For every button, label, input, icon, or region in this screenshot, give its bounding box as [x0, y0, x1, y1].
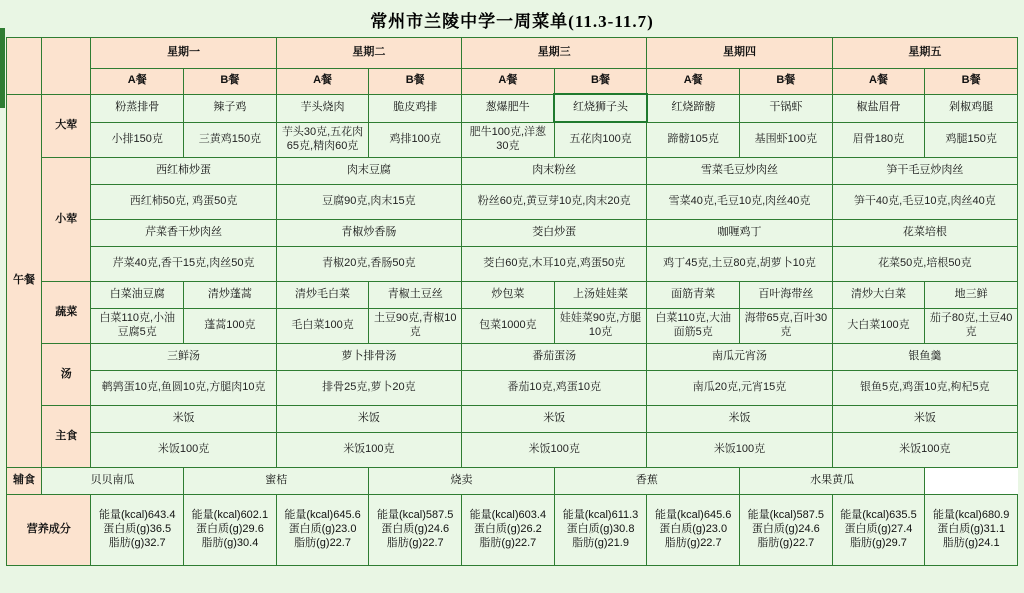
main-dish-5: 葱爆肥牛 — [462, 94, 555, 122]
main-dish-4: 脆皮鸡排 — [369, 94, 462, 122]
main-dish-6-highlighted[interactable]: 红烧狮子头 — [554, 94, 647, 122]
vegetable-1: 白菜油豆腐 — [91, 282, 184, 309]
nutrition-energy-value-9: 635.5 — [889, 509, 917, 522]
staple-5: 米饭 — [832, 406, 1017, 433]
left-accent-bar — [0, 28, 5, 108]
vegetable-6: 上汤娃娃菜 — [554, 282, 647, 309]
section-label-vegetable: 蔬菜 — [42, 282, 91, 344]
vegetable-7: 面筋青菜 — [647, 282, 740, 309]
nutrition-protein-value-3: 23.0 — [335, 523, 357, 536]
small-dish-gram-r2-2: 青椒20克,香肠50克 — [276, 247, 461, 282]
nutrition-cell-5 — [462, 495, 555, 566]
row-small-dish-grams-2 — [7, 247, 1018, 282]
row-small-dish-names-2 — [7, 220, 1018, 247]
nutrition-cell-6 — [554, 495, 647, 566]
nutrition-protein-label-1: 蛋白质(g) — [103, 523, 150, 536]
small-dish-r1-2: 肉末豆腐 — [276, 158, 461, 185]
header-day-3: 星期三 — [462, 38, 647, 69]
main-dish-gram-10: 鸡腿150克 — [925, 122, 1018, 158]
soup-1: 三鲜汤 — [91, 344, 276, 371]
header-meal-b-3: B餐 — [554, 69, 647, 95]
vegetable-10: 地三鲜 — [925, 282, 1018, 309]
vegetable-gram-2: 蓬蒿100克 — [184, 309, 277, 344]
header-meal-a-3: A餐 — [462, 69, 555, 95]
vegetable-4: 青椒土豆丝 — [369, 282, 462, 309]
staple-4: 米饭 — [647, 406, 832, 433]
nutrition-protein-value-5: 26.2 — [520, 523, 542, 536]
small-dish-r1-3: 肉末粉丝 — [462, 158, 647, 185]
nutrition-fat-value-10: 24.1 — [978, 536, 1000, 549]
nutrition-fat-label-9: 脂肪(g) — [850, 536, 886, 549]
table-header-days — [7, 38, 1018, 69]
row-vegetable-grams — [7, 309, 1018, 344]
side-1: 贝贝南瓜 — [42, 468, 184, 495]
nutrition-fat-value-7: 22.7 — [700, 536, 722, 549]
header-meal-a-5: A餐 — [832, 69, 925, 95]
side-2: 蜜桔 — [184, 468, 369, 495]
main-dish-2: 辣子鸡 — [184, 94, 277, 122]
soup-5: 银鱼羹 — [832, 344, 1017, 371]
main-dish-gram-8: 基围虾100克 — [740, 122, 833, 158]
header-day-5: 星期五 — [832, 38, 1017, 69]
row-main-dish-grams — [7, 122, 1018, 158]
main-dish-gram-9: 眉骨180克 — [832, 122, 925, 158]
header-meal-b-5: B餐 — [925, 69, 1018, 95]
small-dish-r2-1: 芹菜香干炒肉丝 — [91, 220, 276, 247]
header-day-1: 星期一 — [91, 38, 276, 69]
header-meal-b-2: B餐 — [369, 69, 462, 95]
nutrition-fat-label-4: 脂肪(g) — [386, 536, 423, 549]
nutrition-cell-3 — [276, 495, 369, 566]
vegetable-gram-7: 白菜110克,大油面筋5克 — [647, 309, 740, 344]
small-dish-r1-1: 西红柿炒蛋 — [91, 158, 276, 185]
staple-gram-4: 米饭100克 — [647, 433, 832, 468]
main-dish-7: 红烧蹄髈 — [647, 94, 740, 122]
nutrition-protein-label-8: 蛋白质(g) — [751, 523, 799, 536]
small-dish-gram-r2-3: 茭白60克,木耳10克,鸡蛋50克 — [462, 247, 647, 282]
nutrition-energy-value-10: 680.9 — [981, 509, 1010, 522]
nutrition-fat-value-2: 30.4 — [236, 536, 259, 549]
small-dish-gram-r2-4: 鸡丁45克,土豆80克,胡萝卜10克 — [647, 247, 832, 282]
small-dish-gram-r1-5: 笋干40克,毛豆10克,肉丝40克 — [832, 185, 1017, 220]
vegetable-gram-6: 娃娃菜90克,方腿10克 — [554, 309, 647, 344]
small-dish-gram-r2-5: 花菜50克,培根50克 — [832, 247, 1017, 282]
vegetable-gram-9: 大白菜100克 — [832, 309, 925, 344]
nutrition-energy-value-4: 587.5 — [425, 509, 454, 522]
header-meal-b-1: B餐 — [184, 69, 277, 95]
small-dish-r2-5: 花菜培根 — [832, 220, 1017, 247]
nutrition-protein-value-4: 24.6 — [427, 523, 450, 536]
side-3: 烧卖 — [369, 468, 554, 495]
small-dish-r2-3: 茭白炒蛋 — [462, 220, 647, 247]
nutrition-energy-label-5: 能量(kcal) — [469, 509, 519, 522]
row-soup-names — [7, 344, 1018, 371]
nutrition-fat-value-8: 22.7 — [792, 536, 815, 549]
row-soup-grams — [7, 371, 1018, 406]
nutrition-protein-value-8: 24.6 — [798, 523, 820, 536]
nutrition-cell-8 — [740, 495, 833, 566]
soup-4: 南瓜元宵汤 — [647, 344, 832, 371]
nutrition-protein-label-4: 蛋白质(g) — [381, 523, 428, 536]
nutrition-energy-value-7: 645.6 — [703, 509, 732, 522]
corner-cell-1 — [7, 38, 42, 95]
row-small-dish-grams-1 — [7, 185, 1018, 220]
staple-2: 米饭 — [276, 406, 461, 433]
vegetable-gram-8: 海带65克,百叶30克 — [740, 309, 833, 344]
nutrition-energy-value-1: 643.4 — [147, 509, 176, 522]
staple-gram-1: 米饭100克 — [91, 433, 276, 468]
small-dish-gram-r2-1: 芹菜40克,香干15克,肉丝50克 — [91, 247, 276, 282]
main-dish-gram-2: 三黄鸡150克 — [184, 122, 277, 158]
row-small-dish-names-1 — [7, 158, 1018, 185]
staple-gram-5: 米饭100克 — [832, 433, 1017, 468]
nutrition-protein-value-7: 23.0 — [705, 523, 728, 536]
nutrition-fat-label-6: 脂肪(g) — [572, 536, 608, 549]
main-dish-3: 芋头烧肉 — [276, 94, 369, 122]
row-main-dish-names — [7, 94, 1018, 122]
nutrition-energy-value-2: 602.1 — [240, 509, 269, 522]
row-staple-names — [7, 406, 1018, 433]
nutrition-energy-label-7: 能量(kcal) — [654, 509, 704, 522]
nutrition-protein-label-2: 蛋白质(g) — [195, 523, 243, 536]
section-label-lunch: 午餐 — [7, 94, 42, 468]
nutrition-protein-label-7: 蛋白质(g) — [659, 523, 706, 536]
small-dish-gram-r1-4: 雪菜40克,毛豆10克,肉丝40克 — [647, 185, 832, 220]
side-5: 水果黄瓜 — [740, 468, 925, 495]
nutrition-fat-value-6: 21.9 — [607, 536, 629, 549]
main-dish-gram-4: 鸡排100克 — [369, 122, 462, 158]
nutrition-energy-value-5: 603.4 — [518, 509, 547, 522]
header-meal-b-4: B餐 — [740, 69, 833, 95]
section-label-small-dish: 小荤 — [42, 158, 91, 282]
vegetable-gram-5: 包菜1000克 — [462, 309, 555, 344]
small-dish-r2-4: 咖喱鸡丁 — [647, 220, 832, 247]
nutrition-fat-value-5: 22.7 — [514, 536, 537, 549]
nutrition-fat-label-1: 脂肪(g) — [108, 536, 145, 549]
header-day-4: 星期四 — [647, 38, 832, 69]
nutrition-cell-9 — [832, 495, 925, 566]
soup-gram-5: 银鱼5克,鸡蛋10克,枸杞5克 — [832, 371, 1017, 406]
vegetable-2: 清炒蓬蒿 — [184, 282, 277, 309]
staple-gram-3: 米饭100克 — [462, 433, 647, 468]
section-label-nutrition: 营养成分 — [7, 495, 91, 566]
main-dish-gram-7: 蹄髈105克 — [647, 122, 740, 158]
main-dish-9: 椒盐眉骨 — [832, 94, 925, 122]
small-dish-gram-r1-3: 粉丝60克,黄豆芽10克,肉末20克 — [462, 185, 647, 220]
soup-gram-3: 番茄10克,鸡蛋10克 — [462, 371, 647, 406]
nutrition-protein-label-10: 蛋白质(g) — [937, 523, 984, 536]
nutrition-fat-label-5: 脂肪(g) — [479, 536, 515, 549]
nutrition-fat-label-10: 脂肪(g) — [942, 536, 979, 549]
nutrition-protein-value-6: 30.8 — [613, 523, 635, 536]
section-label-soup: 汤 — [42, 344, 91, 406]
soup-gram-1: 鹌鹑蛋10克,鱼圆10克,方腿肉10克 — [91, 371, 276, 406]
small-dish-r1-4: 雪菜毛豆炒肉丝 — [647, 158, 832, 185]
nutrition-protein-label-6: 蛋白质(g) — [566, 523, 614, 536]
nutrition-energy-value-6: 611.3 — [611, 509, 639, 522]
nutrition-energy-label-9: 能量(kcal) — [840, 509, 890, 522]
vegetable-8: 百叶海带丝 — [740, 282, 833, 309]
section-label-staple: 主食 — [42, 406, 91, 468]
section-label-side: 辅食 — [7, 468, 42, 495]
nutrition-energy-label-4: 能量(kcal) — [376, 509, 426, 522]
nutrition-protein-value-10: 31.1 — [983, 523, 1006, 536]
header-meal-a-1: A餐 — [91, 69, 184, 95]
header-day-2: 星期二 — [276, 38, 461, 69]
staple-gram-2: 米饭100克 — [276, 433, 461, 468]
vegetable-5: 炒包菜 — [462, 282, 555, 309]
small-dish-gram-r1-1: 西红柿50克, 鸡蛋50克 — [91, 185, 276, 220]
nutrition-protein-value-9: 27.4 — [891, 523, 913, 536]
nutrition-cell-2 — [184, 495, 277, 566]
nutrition-cell-7 — [647, 495, 740, 566]
nutrition-cell-10 — [925, 495, 1018, 566]
row-nutrition — [7, 495, 1018, 566]
side-4: 香蕉 — [554, 468, 739, 495]
nutrition-energy-value-8: 587.5 — [796, 509, 825, 522]
nutrition-energy-label-2: 能量(kcal) — [191, 509, 241, 522]
nutrition-fat-value-9: 29.7 — [885, 536, 907, 549]
nutrition-fat-label-2: 脂肪(g) — [201, 536, 237, 549]
soup-2: 萝卜排骨汤 — [276, 344, 461, 371]
main-dish-10: 剁椒鸡腿 — [925, 94, 1018, 122]
header-meal-a-2: A餐 — [276, 69, 369, 95]
nutrition-energy-label-8: 能量(kcal) — [747, 509, 797, 522]
soup-gram-4: 南瓜20克,元宵15克 — [647, 371, 832, 406]
row-staple-grams — [7, 433, 1018, 468]
vegetable-3: 清炒毛白菜 — [276, 282, 369, 309]
nutrition-energy-label-1: 能量(kcal) — [99, 509, 148, 522]
vegetable-gram-10: 茄子80克,土豆40克 — [925, 309, 1018, 344]
nutrition-fat-value-4: 22.7 — [422, 536, 444, 549]
main-dish-gram-3: 芋头30克,五花肉65克,精肉60克 — [276, 122, 369, 158]
nutrition-protein-label-3: 蛋白质(g) — [288, 523, 336, 536]
soup-gram-2: 排骨25克,萝卜20克 — [276, 371, 461, 406]
nutrition-fat-value-1: 32.7 — [144, 536, 166, 549]
row-vegetable-names — [7, 282, 1018, 309]
nutrition-fat-label-7: 脂肪(g) — [664, 536, 701, 549]
nutrition-energy-label-10: 能量(kcal) — [932, 509, 982, 522]
main-dish-gram-6: 五花肉100克 — [554, 122, 647, 158]
page-title: 常州市兰陵中学一周菜单(11.3-11.7) — [370, 12, 654, 31]
soup-3: 番茄蛋汤 — [462, 344, 647, 371]
nutrition-cell-4 — [369, 495, 462, 566]
nutrition-energy-value-3: 645.6 — [333, 509, 361, 522]
nutrition-fat-value-3: 22.7 — [329, 536, 351, 549]
small-dish-r2-2: 青椒炒香肠 — [276, 220, 461, 247]
nutrition-cell-1 — [91, 495, 184, 566]
nutrition-protein-label-5: 蛋白质(g) — [473, 523, 521, 536]
nutrition-fat-label-8: 脂肪(g) — [757, 536, 793, 549]
vegetable-gram-1: 白菜110克,小油豆腐5克 — [91, 309, 184, 344]
nutrition-protein-value-1: 36.5 — [149, 523, 172, 536]
vegetable-9: 清炒大白菜 — [832, 282, 925, 309]
nutrition-energy-label-6: 能量(kcal) — [562, 509, 612, 522]
section-label-main-dish: 大荤 — [42, 94, 91, 158]
row-side-names — [7, 468, 1018, 495]
corner-cell-2 — [42, 38, 91, 95]
weekly-menu-table — [6, 37, 1018, 566]
nutrition-protein-label-9: 蛋白质(g) — [844, 523, 891, 536]
staple-1: 米饭 — [91, 406, 276, 433]
main-dish-8: 干锅虾 — [740, 94, 833, 122]
nutrition-protein-value-2: 29.6 — [242, 523, 264, 536]
small-dish-gram-r1-2: 豆腐90克,肉末15克 — [276, 185, 461, 220]
staple-3: 米饭 — [462, 406, 647, 433]
header-meal-a-4: A餐 — [647, 69, 740, 95]
nutrition-fat-label-3: 脂肪(g) — [294, 536, 330, 549]
main-dish-gram-5: 肥牛100克,洋葱30克 — [462, 122, 555, 158]
small-dish-r1-5: 笋干毛豆炒肉丝 — [832, 158, 1017, 185]
vegetable-gram-4: 土豆90克,青椒10克 — [369, 309, 462, 344]
nutrition-energy-label-3: 能量(kcal) — [284, 509, 334, 522]
main-dish-gram-1: 小排150克 — [91, 122, 184, 158]
table-header-meals — [7, 69, 1018, 95]
main-dish-1: 粉蒸排骨 — [91, 94, 184, 122]
vegetable-gram-3: 毛白菜100克 — [276, 309, 369, 344]
